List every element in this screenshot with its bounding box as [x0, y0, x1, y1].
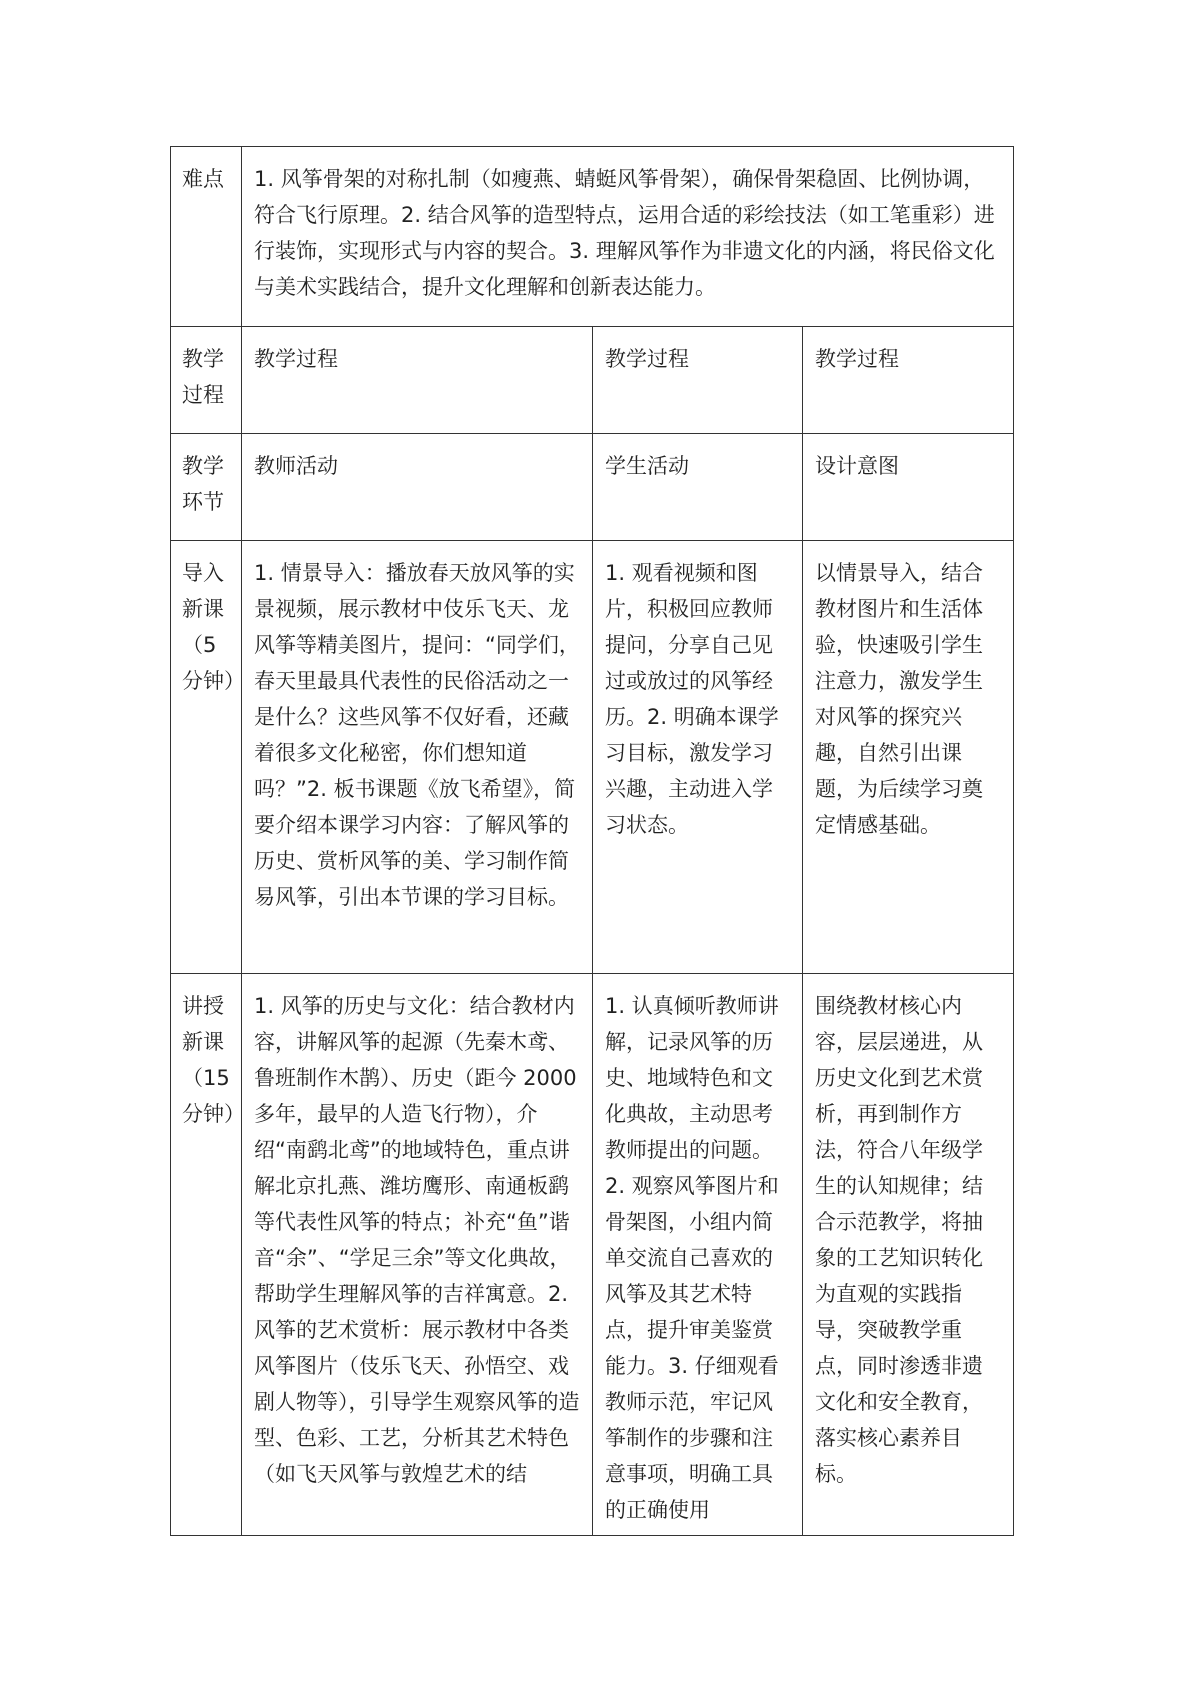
process-col3: 教学过程	[803, 327, 1014, 434]
lesson-plan-table	[170, 146, 1014, 1536]
process-col2: 教学过程	[593, 327, 803, 434]
difficulty-row	[171, 147, 1014, 327]
intro-design-intent: 以情景导入，结合教材图片和生活体验，快速吸引学生注意力，激发学生对风筝的探究兴趣，自然引出课题，为后续学习奠定情感基础。	[803, 541, 1014, 974]
lecture-teacher-activity: 1. 风筝的历史与文化：结合教材内容，讲解风筝的起源（先秦木鸢、鲁班制作木鹊）、历史（距今 2000 多年，最早的人造飞行物），介绍“南鹞北鸢”的地域特色，重点讲解北京扎燕、潍坊鹰形、南通板鹞等代表性风筝的特点；补充“鱼”谐音“余”、“学足三余”等文化典故，帮助学生理解风筝的吉祥寓意。2. 风筝的艺术赏析：展示教材中各类风筝图片（伎乐飞天、孙悟空、戏剧人物等），引导学生观察风筝的造型、色彩、工艺，分析其艺术特色（如飞天风筝与敦煌艺术的结	[242, 974, 593, 1536]
lecture-row	[171, 974, 1014, 1536]
stage-intent-header: 设计意图	[803, 434, 1014, 541]
lecture-design-intent: 围绕教材核心内容，层层递进，从历史文化到艺术赏析，再到制作方法，符合八年级学生的认知规律；结合示范教学，将抽象的工艺知识转化为直观的实践指导，突破教学重点，同时渗透非遗文化和安全教育，落实核心素养目标。	[803, 974, 1014, 1536]
intro-label: 导入新课（5分钟）	[171, 541, 242, 974]
stage-row	[171, 434, 1014, 541]
lecture-student-activity: 1. 认真倾听教师讲解，记录风筝的历史、地域特色和文化典故，主动思考教师提出的问题。2. 观察风筝图片和骨架图，小组内简单交流自己喜欢的风筝及其艺术特点，提升审美鉴赏能力。3. 仔细观看教师示范，牢记风筝制作的步骤和注意事项，明确工具的正确使用	[593, 974, 803, 1536]
process-label: 教学过程	[171, 327, 242, 434]
stage-label: 教学环节	[171, 434, 242, 541]
stage-teacher-header: 教师活动	[242, 434, 593, 541]
process-col1: 教学过程	[242, 327, 593, 434]
intro-teacher-activity: 1. 情景导入：播放春天放风筝的实景视频，展示教材中伎乐飞天、龙风筝等精美图片，提问：“同学们，春天里最具代表性的民俗活动之一是什么？这些风筝不仅好看，还藏着很多文化秘密，你们想知道吗？”2. 板书课题《放飞希望》，简要介绍本课学习内容：了解风筝的历史、赏析风筝的美、学习制作简易风筝，引出本节课的学习目标。	[242, 541, 593, 974]
process-row	[171, 327, 1014, 434]
lecture-label: 讲授新课（15分钟）	[171, 974, 242, 1536]
intro-row	[171, 541, 1014, 974]
stage-student-header: 学生活动	[593, 434, 803, 541]
difficulty-content: 1. 风筝骨架的对称扎制（如瘦燕、蜻蜓风筝骨架），确保骨架稳固、比例协调，符合飞行原理。2. 结合风筝的造型特点，运用合适的彩绘技法（如工笔重彩）进行装饰，实现形式与内容的契合。3. 理解风筝作为非遗文化的内涵，将民俗文化与美术实践结合，提升文化理解和创新表达能力。	[242, 147, 1014, 327]
intro-student-activity: 1. 观看视频和图片，积极回应教师提问，分享自己见过或放过的风筝经历。2. 明确本课学习目标，激发学习兴趣，主动进入学习状态。	[593, 541, 803, 974]
difficulty-label: 难点	[171, 147, 242, 327]
